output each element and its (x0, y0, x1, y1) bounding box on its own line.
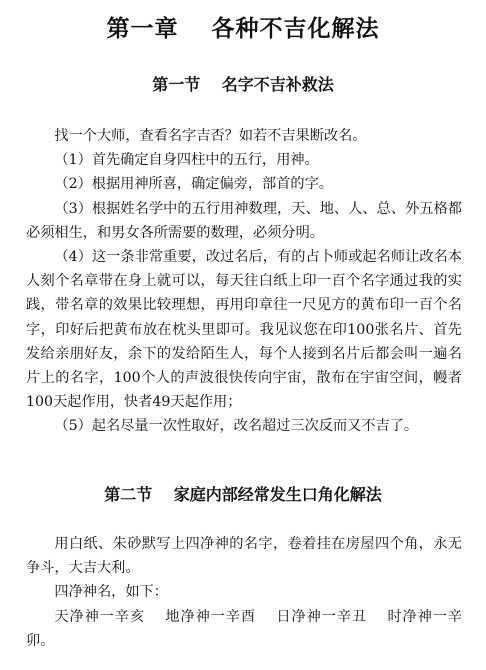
paragraph-step-1: （1）首先确定自身四柱中的五行，用神。 (54, 152, 319, 169)
paragraph-method: 用白纸、朱砂默写上四净神的名字，卷着挂在房屋四个角，永无争斗，大吉大利。 (26, 536, 462, 577)
paragraph-step-3: （3）根据姓名学中的五行用神数理，天、地、人、总、外五格都必须相生，和男女各所需要的数理，必须分明。 (26, 200, 462, 241)
section-body-family-quarrel (26, 532, 462, 653)
paragraph-step-4: （4）这一条非常重要，改过名后，有的占卜师或起名师让改名本人刻个名章带在身上就可以，每天往白纸上印一百个名字通过我的实践，带名章的效果比较理想，再用印章往一尺见方的黄布印一百个名字，印好后把黄布放在枕头里即可。我见议您在印100张名片、首先发给亲朋好友，余下的发给陌生人，每个人接到名片后都会叫一遍名片上的名字，100个人的声波很快传向宇宙，散布在宇宙空间，幔者100天起作用，快者49天起作用； (26, 249, 462, 411)
paragraph-step-2: （2）根据用神所喜，确定偏旁，部首的字。 (54, 176, 333, 193)
paragraph-god-names-list: 天净神一辛亥 地净神一辛酉 日净神一辛丑 时净神一辛卯。 (26, 608, 462, 649)
paragraph-god-names-heading: 四净神名，如下： (54, 584, 168, 601)
paragraph-intro: 找一个大师，查看名字吉否？如若不吉果断改名。 (54, 128, 367, 144)
section-title-name-remedy: 第一节 名字不吉补救法 (152, 75, 334, 94)
section-title-family-quarrel: 第二节 家庭内部经常发生口角化解法 (104, 485, 382, 504)
paragraph-step-5: （5）起名尽量一次性取好，改名超过三次反而又不吉了。 (54, 418, 419, 435)
section-body-name-remedy (26, 124, 462, 439)
chapter-title: 第一章 各种不吉化解法 (106, 16, 380, 42)
